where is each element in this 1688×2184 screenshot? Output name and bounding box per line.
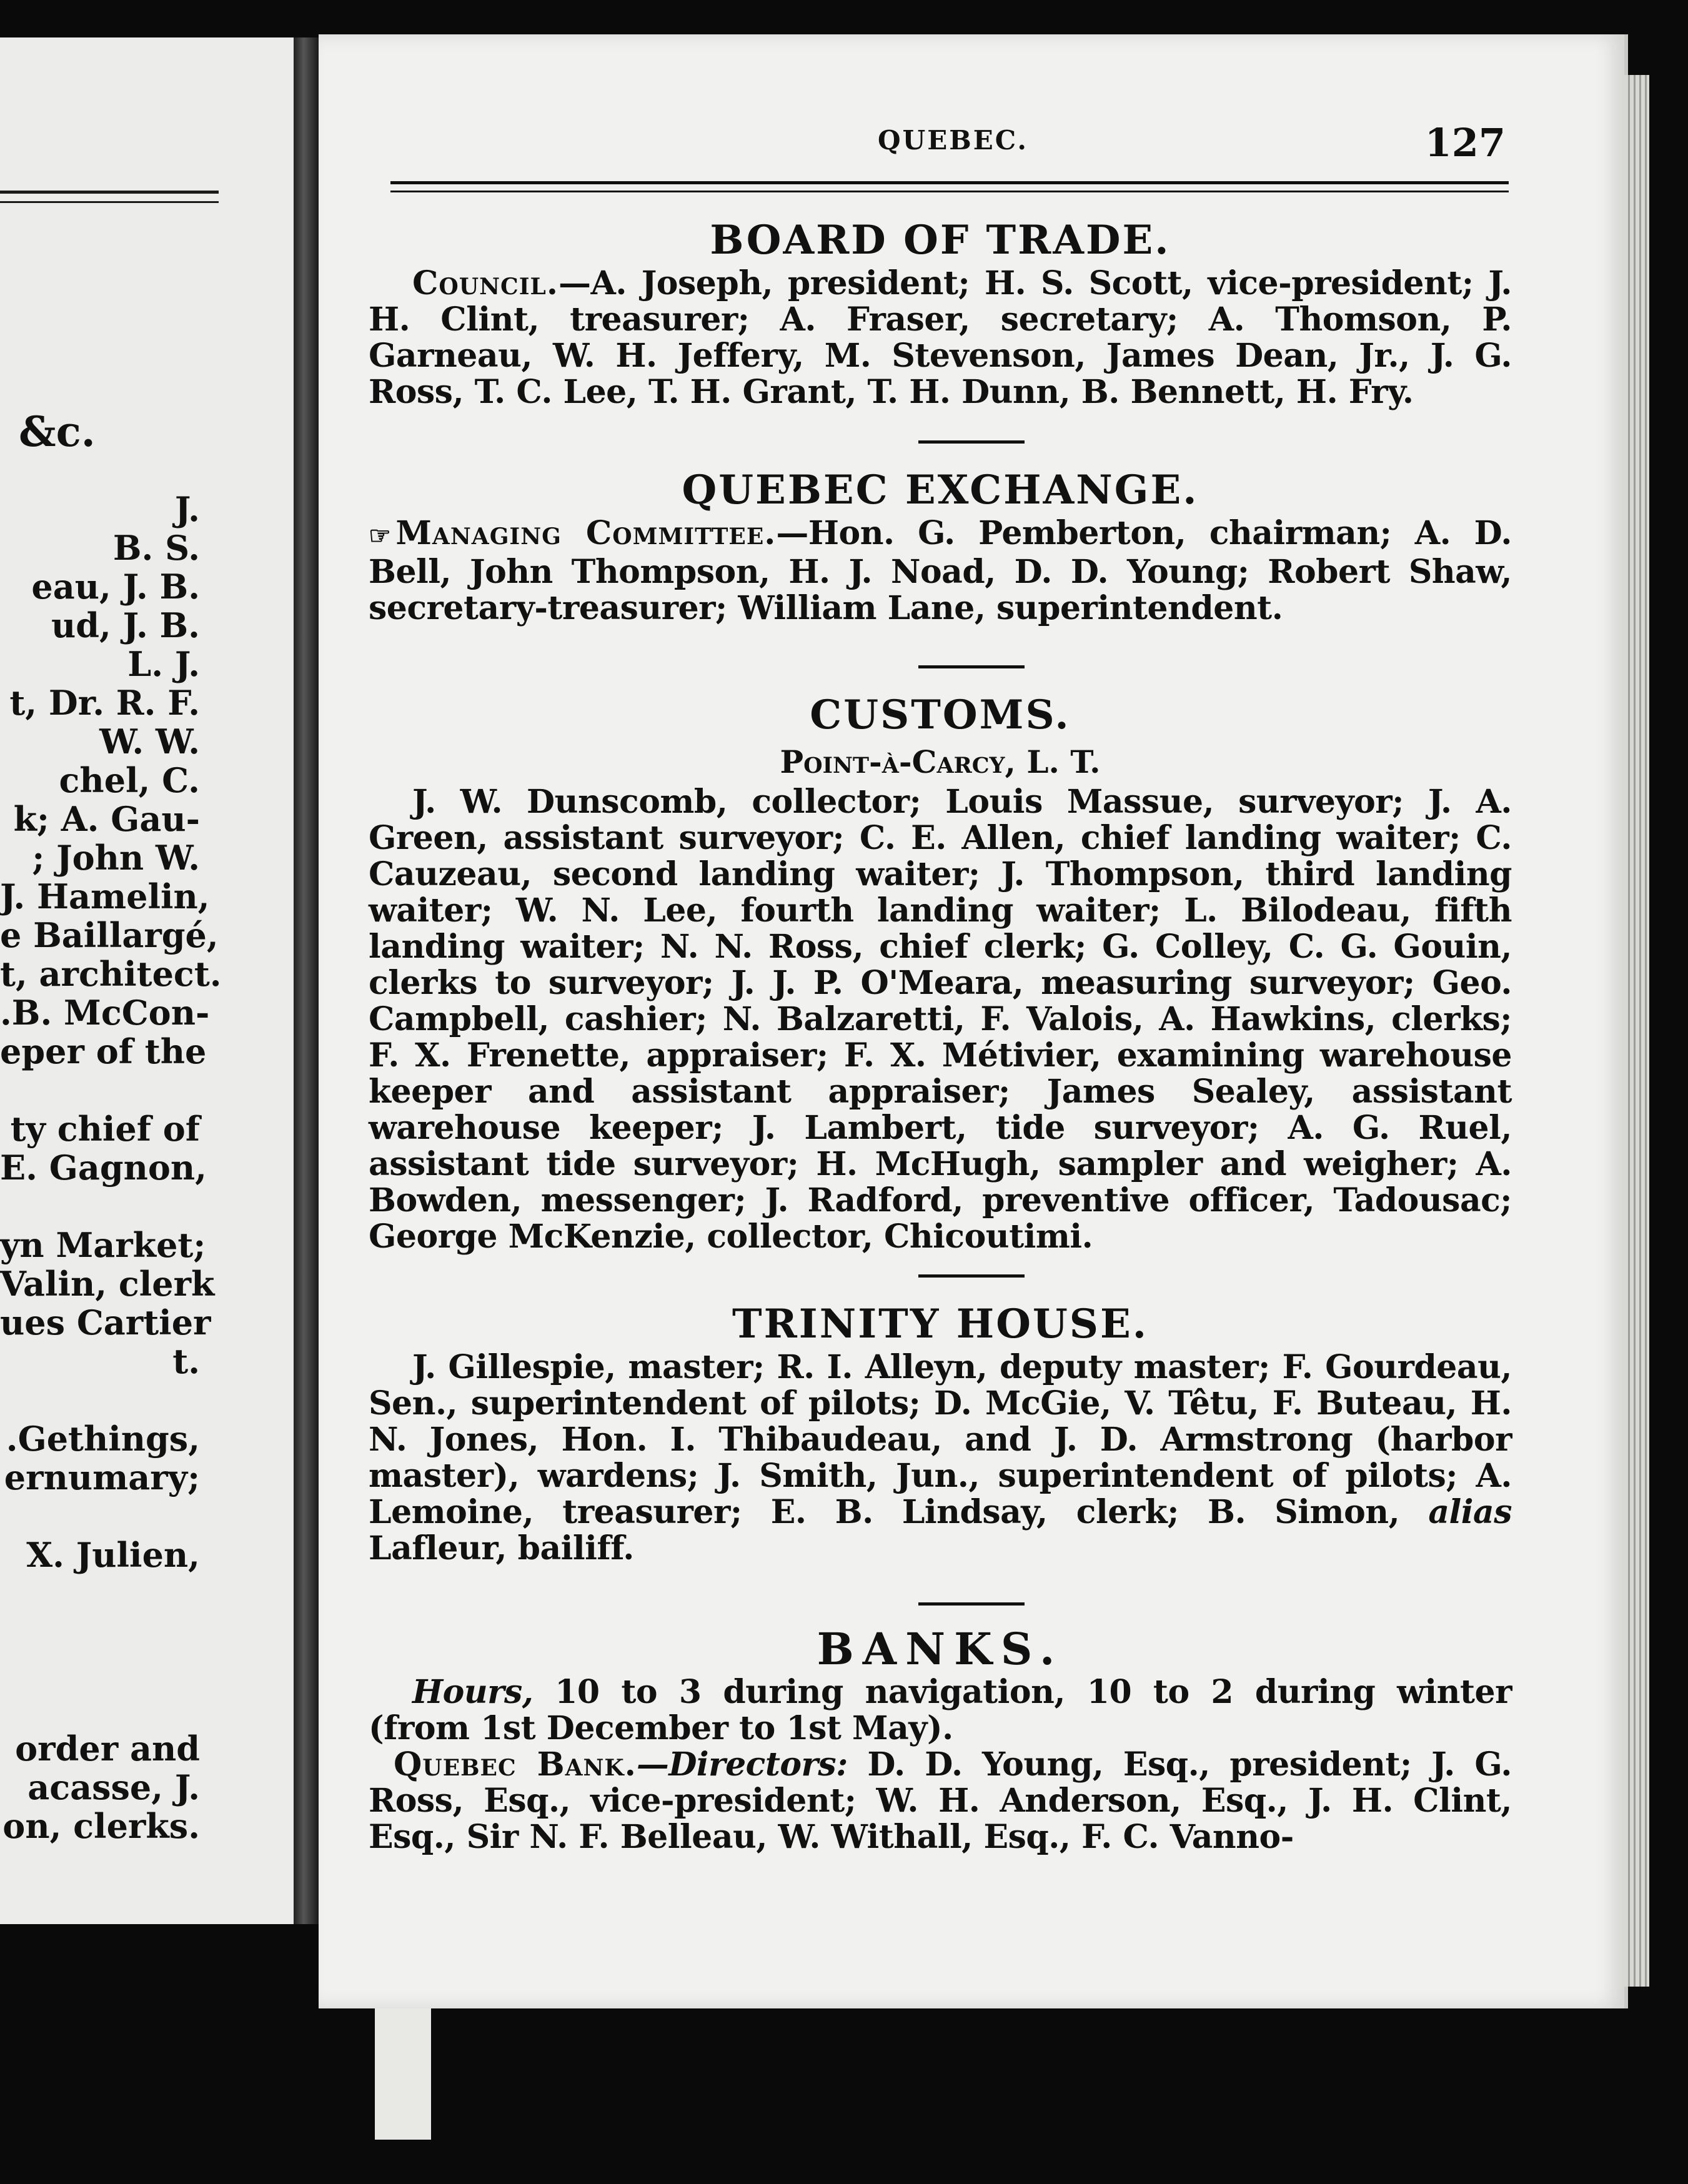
left-page-fragment <box>0 1652 200 1690</box>
left-page-fragment: E. Gagnon, <box>0 1148 207 1188</box>
section-trinity-house <box>369 1299 1512 1567</box>
section-divider <box>918 1602 1025 1606</box>
header-double-rule <box>390 181 1509 192</box>
section-customs <box>369 690 1512 1255</box>
left-page-fragment: J. <box>174 489 200 529</box>
left-page-fragment <box>0 1187 200 1226</box>
hours-paragraph <box>369 1674 1512 1747</box>
section-title: BOARD OF TRADE. <box>710 217 1171 264</box>
left-page-fragment <box>0 1071 200 1109</box>
left-page-fragment: ues Cartier <box>0 1303 211 1343</box>
left-page-rule <box>0 191 219 194</box>
left-page-fragment: acasse, J. <box>27 1767 200 1807</box>
bank-label: Quebec Bank. <box>394 1745 637 1784</box>
left-page-rule <box>0 201 219 203</box>
left-page-fragment: on, clerks. <box>2 1806 200 1846</box>
entry-text: J. Gillespie, master; R. I. Alleyn, deputy master; F. Gourdeau, Sen., superintendent of pilots; D. McGie, V. Têtu, F. Buteau, H. N. Jones, Hon. I. Thibaudeau, and J. D. Armstrong (harbor master), wardens; J. Smith, Jun., superintendent of pilots; A. Lemoine, treasurer; E. B. Lindsay, clerk; B. Simon, <box>369 1348 1512 1531</box>
section-title: QUEBEC EXCHANGE. <box>682 467 1199 514</box>
page-header <box>319 120 1624 187</box>
left-page-fragment: &c. <box>19 407 96 456</box>
left-page-fragment: Valin, clerk <box>0 1264 215 1304</box>
book-gutter <box>294 37 319 1924</box>
left-page-text-fragments <box>0 407 287 1846</box>
left-page-fragment <box>0 451 200 490</box>
left-page-fragment: W. W. <box>99 722 200 762</box>
running-head: QUEBEC. <box>878 125 1029 156</box>
left-page-fragment: t, Dr. R. F. <box>9 683 200 723</box>
bank-paragraph <box>369 1747 1512 1855</box>
left-page-fragment <box>0 1613 200 1652</box>
book-page <box>319 34 1628 2008</box>
pointing-hand-icon: ☞ <box>369 521 391 550</box>
entry-label: Managing Committee. <box>395 514 777 552</box>
left-page-fragment <box>0 1574 200 1613</box>
left-page-fragment: ; John W. <box>32 838 200 878</box>
left-page-fragment: J. Hamelin, <box>0 876 210 916</box>
left-page-fragment: eau, J. B. <box>31 567 200 607</box>
entry-text: —A. Joseph, president; H. S. Scott, vice-president; J. H. Clint, treasurer; A. Fraser, secretary; A. Thomson, P. Garneau, W. H. Jeffery, M. Stevenson, James Dean, Jr., J. G. Ross, T. C. Lee, T. H. Grant, T. H. Dunn, B. Bennett, H. Fry. <box>369 264 1512 411</box>
section-title: TRINITY HOUSE. <box>732 1301 1149 1348</box>
section-divider <box>918 665 1025 668</box>
page-bottom-tab <box>375 2008 431 2140</box>
section-body <box>369 266 1512 410</box>
left-page-fragment <box>0 1497 200 1536</box>
section-body: J. W. Dunscomb, collector; Louis Massue, surveyor; J. A. Green, assistant surveyor; C. E. Allen, chief landing waiter; C. Cauzeau, second landing waiter; J. Thompson, third landing waiter; W. N. Lee, fourth landing waiter; L. Bilodeau, fifth landing waiter; N. N. Ross, chief clerk; G. Colley, C. G. Gouin, clerks to surveyor; J. J. P. O'Meara, measuring surveyor; Geo. Campbell, cashier; N. Balzaretti, F. Valois, A. Hawkins, clerks; F. X. Frenette, appraiser; F. X. Métivier, examining warehouse keeper and assistant appraiser; James Sealey, assistant warehouse keeper; J. Lambert, tide surveyor; A. G. Ruel, assistant tide surveyor; H. McHugh, sampler and weigher; A. Bowden, messenger; J. Radford, preventive officer, Tadousac; George McKenzie, collector, Chicoutimi. <box>369 783 1512 1256</box>
section-subhead: Point-à-Carcy, L. T. <box>780 743 1101 780</box>
hours-label: Hours, <box>412 1673 534 1711</box>
hours-text: 10 to 3 during navigation, 10 to 2 during winter (from 1st December to 1st May). <box>369 1673 1512 1747</box>
left-page-fragment: k; A. Gau- <box>13 799 200 839</box>
bank-text: D. D. Young, Esq., president; J. G. Ross, Esq., vice-president; W. H. Anderson, Esq., J. H. Clint, Esq., Sir N. F. Belleau, W. Withall, Esq., F. C. Vanno- <box>369 1745 1512 1856</box>
left-page-fragment: ernumary; <box>4 1457 200 1497</box>
left-page-fragment: ud, J. B. <box>51 605 200 645</box>
left-page-fragment: eper of the <box>0 1031 207 1071</box>
left-page-fragment: ty chief of <box>10 1109 200 1149</box>
section-quebec-exchange <box>369 465 1512 627</box>
section-title: BANKS. <box>817 1623 1064 1675</box>
left-page-fragment <box>0 1690 200 1729</box>
left-page-fragment: t, architect. <box>0 954 222 994</box>
left-page-fragment: .Gethings, <box>6 1419 200 1459</box>
left-page-fragment <box>0 1381 200 1419</box>
entry-label: Council. <box>412 264 559 302</box>
alias-word: alias <box>1428 1493 1512 1531</box>
entry-text: —Hon. G. Pemberton, chairman; A. D. Bell, John Thompson, H. J. Noad, D. D. Young; Robert Shaw, secretary-treasurer; William Lane, superintendent. <box>369 514 1512 627</box>
left-facing-page <box>0 37 294 1924</box>
section-title: CUSTOMS. <box>810 692 1071 738</box>
section-divider <box>918 440 1025 444</box>
left-page-fragment: X. Julien, <box>26 1535 200 1575</box>
left-page-fragment: .B. McCon- <box>0 993 210 1033</box>
section-body <box>369 515 1512 627</box>
entry-text-end: Lafleur, bailiff. <box>369 1529 634 1567</box>
left-page-fragment: e Baillargé, <box>0 915 219 955</box>
left-page-fragment: t. <box>172 1341 200 1381</box>
section-body <box>369 1349 1512 1567</box>
left-page-fragment: order and <box>15 1729 200 1769</box>
left-page-fragment: L. J. <box>127 644 200 684</box>
left-page-fragment: yn Market; <box>0 1225 206 1265</box>
left-page-fragment: B. S. <box>112 528 200 568</box>
page-edge <box>1624 75 1649 1987</box>
page-number: 127 <box>1424 120 1506 166</box>
directors-label: —Directors: <box>636 1745 848 1784</box>
section-board-of-trade <box>369 216 1512 410</box>
section-banks <box>369 1624 1512 1855</box>
left-page-fragment: chel, C. <box>59 760 200 800</box>
section-divider <box>918 1274 1025 1278</box>
